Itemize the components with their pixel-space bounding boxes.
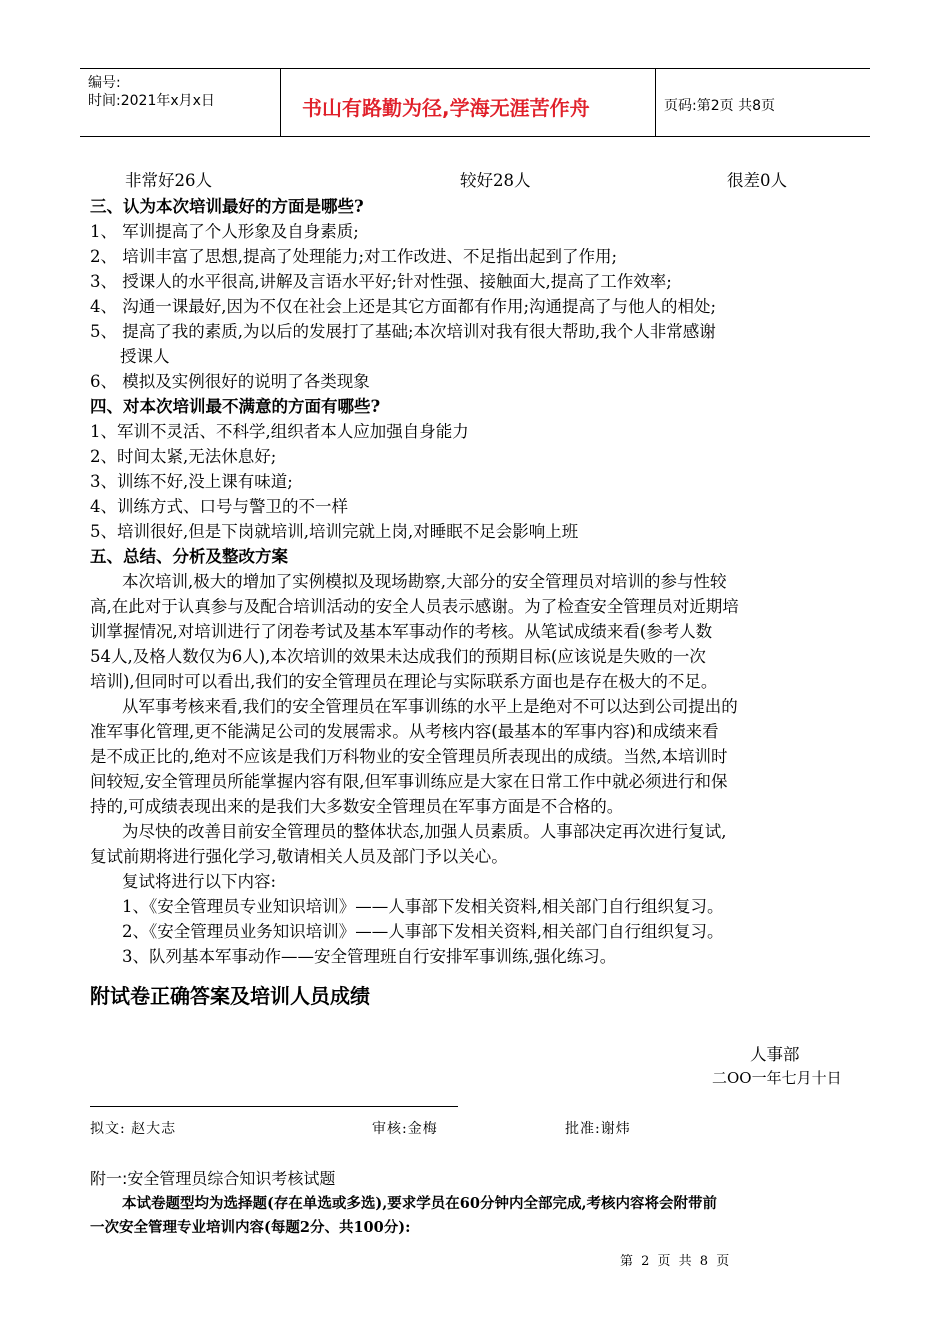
- section3-item: 4、 沟通一课最好,因为不仅在社会上还是其它方面都有作用;沟通提高了与他人的相处;: [90, 297, 717, 316]
- section5-para-line: 54人,及格人数仅为6人),本次培训的效果未达成我们的预期目标(应该说是失败的一次: [90, 647, 706, 666]
- appendix1-description-line2: 一次安全管理专业培训内容(每题2分、共100分):: [90, 1219, 411, 1236]
- section3-item: 2、 培训丰富了思想,提高了处理能力;对工作改进、不足指出起到了作用;: [90, 247, 618, 266]
- section4-title: 四、对本次培训最不满意的方面有哪些?: [90, 397, 381, 416]
- section3-title: 三、认为本次培训最好的方面是哪些?: [90, 197, 364, 216]
- section3-item-continued: 授课人: [120, 347, 170, 366]
- section5-para-line: 复试将进行以下内容:: [122, 872, 277, 891]
- section5-para-line: 为尽快的改善目前安全管理员的整体状态,加强人员素质。人事部决定再次进行复试,: [122, 822, 727, 841]
- section4-item: 4、训练方式、口号与警卫的不一样: [90, 497, 348, 516]
- rating-very-bad: 很差0人: [727, 171, 787, 190]
- section4-item: 2、时间太紧,无法休息好;: [90, 447, 277, 466]
- section4-item: 5、培训很好,但是下岗就培训,培训完就上岗,对睡眠不足会影响上班: [90, 522, 579, 541]
- section5-para-line: 复试前期将进行强化学习,敬请相关人员及部门予以关心。: [90, 847, 508, 866]
- section4-item: 3、训练不好,没上课有味道;: [90, 472, 293, 491]
- section5-para-line: 本次培训,极大的增加了实例模拟及现场勘察,大部分的安全管理员对培训的参与性较: [122, 572, 727, 591]
- header-divider-left: [280, 68, 281, 136]
- signature-rule: [90, 1106, 458, 1107]
- section3-item: 1、 军训提高了个人形象及自身素质;: [90, 222, 359, 241]
- header-top-rule: [80, 68, 870, 69]
- section5-list-item: 1、《安全管理员专业知识培训》——人事部下发相关资料,相关部门自行组织复习。: [122, 897, 724, 916]
- signoff-date: 二OO一年七月十日: [712, 1069, 842, 1087]
- section5-para-line: 从军事考核来看,我们的安全管理员在军事训练的水平上是绝对不可以达到公司提出的: [122, 697, 738, 716]
- header-divider-right: [655, 68, 656, 136]
- signature-approver: 批准:谢炜: [565, 1121, 631, 1137]
- header-motto: 书山有路勤为径,学海无涯苦作舟: [302, 96, 590, 120]
- section5-para-line: 高,在此对于认真参与及配合培训活动的安全人员表示感谢。为了检查安全管理员对近期培: [90, 597, 739, 616]
- section5-title: 五、总结、分析及整改方案: [90, 547, 288, 566]
- section3-item: 6、 模拟及实例很好的说明了各类现象: [90, 372, 370, 391]
- header-time-label: 时间:2021年x月x日: [88, 93, 215, 109]
- header-number-label: 编号:: [88, 75, 121, 91]
- section5-list-item: 2、《安全管理员业务知识培训》——人事部下发相关资料,相关部门自行组织复习。: [122, 922, 724, 941]
- appendix-heading: 附试卷正确答案及培训人员成绩: [90, 984, 370, 1008]
- signature-reviewer: 审核:金梅: [372, 1121, 438, 1137]
- rating-very-good: 非常好26人: [125, 171, 212, 190]
- section5-para-line: 训掌握情况,对培训进行了闭卷考试及基本军事动作的考核。从笔试成绩来看(参考人数: [90, 622, 713, 641]
- section5-para-line: 是不成正比的,绝对不应该是我们万科物业的安全管理员所表现出的成绩。当然,本培训时: [90, 747, 728, 766]
- header-page-info: 页码:第2页 共8页: [664, 98, 775, 114]
- header-bottom-rule: [80, 136, 870, 137]
- section5-para-line: 间较短,安全管理员所能掌握内容有限,但军事训练应是大家在日常工作中就必须进行和保: [90, 772, 728, 791]
- section3-item: 3、 授课人的水平很高,讲解及言语水平好;针对性强、接触面大,提高了工作效率;: [90, 272, 672, 291]
- section5-para-line: 培训),但同时可以看出,我们的安全管理员在理论与实际联系方面也是存在极大的不足。: [90, 672, 718, 691]
- signature-drafter: 拟文: 赵大志: [90, 1121, 177, 1137]
- signoff-department: 人事部: [750, 1045, 800, 1064]
- appendix1-title: 附一:安全管理员综合知识考核试题: [90, 1169, 336, 1188]
- section5-para-line: 准军事化管理,更不能满足公司的发展需求。从考核内容(最基本的军事内容)和成绩来看: [90, 722, 719, 741]
- section4-item: 1、军训不灵活、不科学,组织者本人应加强自身能力: [90, 422, 469, 441]
- rating-good: 较好28人: [460, 171, 531, 190]
- section3-item: 5、 提高了我的素质,为以后的发展打了基础;本次培训对我有很大帮助,我个人非常感谢: [90, 322, 716, 341]
- section5-list-item: 3、队列基本军事动作——安全管理班自行安排军事训练,强化练习。: [122, 947, 617, 966]
- page-footer: 第 2 页 共 8 页: [620, 1254, 732, 1269]
- appendix1-description-line1: 本试卷题型均为选择题(存在单选或多选),要求学员在60分钟内全部完成,考核内容将会附带前: [122, 1195, 717, 1212]
- section5-para-line: 持的,可成绩表现出来的是我们大多数安全管理员在军事方面是不合格的。: [90, 797, 624, 816]
